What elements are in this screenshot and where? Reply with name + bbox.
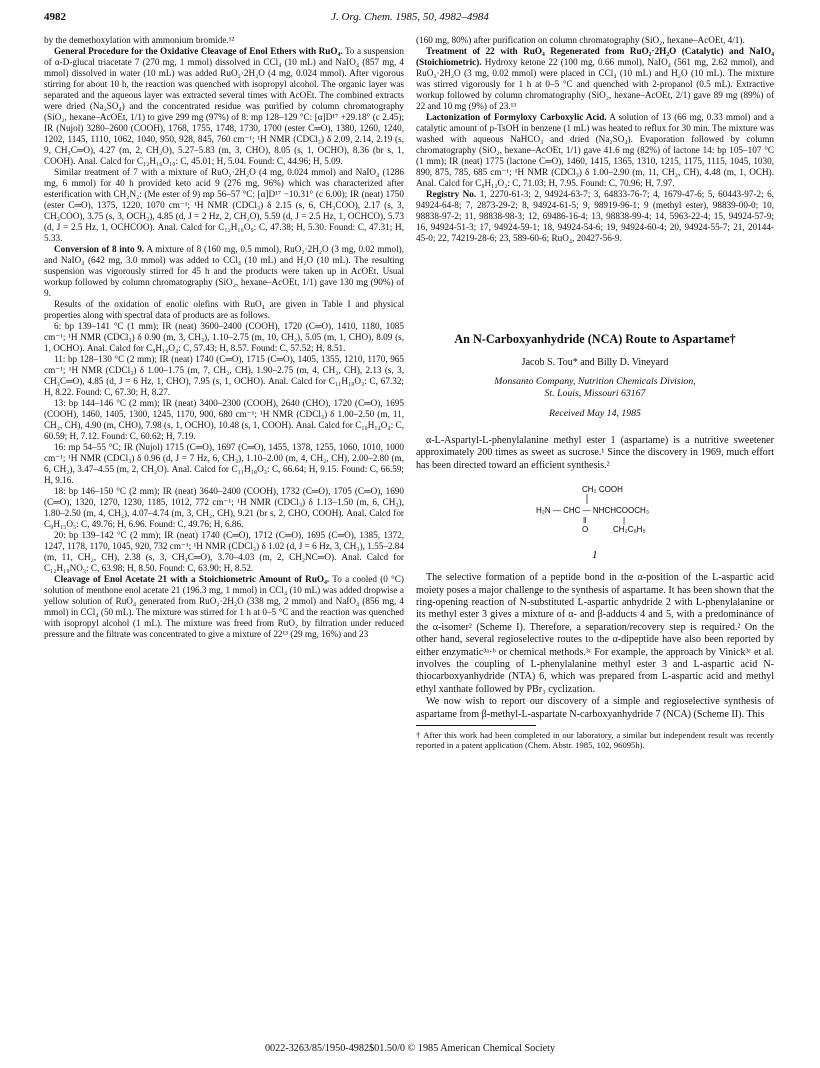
authors: Jacob S. Tou* and Billy D. Vineyard	[521, 357, 669, 368]
paragraph: 6: bp 139–141 °C (1 mm); IR (neat) 3600–2400 (COOH), 1720 (C═O), 1410, 1180, 1085 cm⁻¹; ¹H NMR (CDCl₃) δ 0.90 (m, 3, CH₃), 1.10–2.75 (m, 10, CH₂), 5.05 (m, 1, CHO), 8.09 (s, 1, OCHO). Anal. Calcd for C₉H₁₆O₄: C, 57.43; H, 8.57. Found: C, 57.52; H, 8.51.	[44, 321, 404, 353]
received-date: Received May 14, 1985	[549, 408, 641, 419]
paragraph-body: To a suspension of α-D-glucal triacetate 7 (270 mg, 1 mmol) dissolved in CCl₄ (10 mL) and NaIO₄ (857 mg, 4 mmol) dissolved in water (10 mL) was added RuO₂·2H₂O (4 mg, 0.024 mmol). After vigorous stirring for about 10 h, the reaction was quenched with isopropyl alcohol. The organic layer was separated and the aqueous layer was extracted several times with AcOEt. The combined extracts were dried (Na₂SO₄) and the concentrated residue was purified by column chromatography (SiO₂, hexane–AcOEt, 1/1) to give 299 mg (97%) of 8: mp 128–129 °C: [α]D¹⁷ +29.18° (c 2.45); IR (Nujol) 3280–2600 (COOH), 1768, 1755, 1748, 1730, 1700 (ester C═O), 1380, 1260, 1240, 1202, 1145, 1110, 1062, 1040, 950, 928, 845, 760 cm⁻¹; ¹H NMR (CDCl₃) δ 2.09, 2.14, 2.19 (s, 9, CH₃C═O), 4.27 (m, 2, CH₂O), 5.27–5.83 (m, 3, CHO), 8.05 (s, 1, OCHO), 8.36 (br s, 1, COOH). Anal. Calcd for C₁₂H₁₆O₁₀: C, 45.01; H, 5.04. Found: C, 44.96; H, 5.09.	[44, 46, 404, 166]
section-heading: Conversion of 8 into 9.	[54, 244, 145, 254]
structure-text: O	[582, 525, 589, 535]
copyright-line: 0022-3263/85/1950-4982$01.50/0 © 1985 American Chemical Society	[264, 1043, 556, 1054]
paragraph	[44, 574, 404, 640]
section-heading: General Procedure for the Oxidative Cleavage of Enol Ethers with RuO₄.	[54, 46, 343, 56]
page-number: 4982	[44, 11, 66, 23]
paragraph-body: A solution of 13 (66 mg, 0.33 mmol) and a catalytic amount of p-TsOH in benzene (1 mL) was heated to reflux for 30 min. The mixture was washed with aqueous NaHCO₃ and dried (Na₂SO₄). Evaporation followed by column chromatography (SiO₂, hexane–AcOEt, 1/1) gave 41.6 mg (82%) of lactone 14: bp 105–107 °C (1 mm); IR (neat) 1775 (lactone C═O), 1460, 1415, 1365, 1310, 1215, 1175, 1115, 1045, 1030, 890, 875, 785, 685 cm⁻¹; ¹H NMR (CDCl₃) δ 1.00–2.90 (m, 11, CH₂, CH), 4.48 (m, 1, OCH). Anal. Calcd for C₉H₁₂O₂: C, 71.03; H, 7.95. Found: C, 70.96; H, 7.97.	[416, 112, 774, 188]
paragraph	[44, 244, 404, 299]
affiliation-line: Monsanto Company, Nutrition Chemicals Division,	[494, 376, 696, 387]
paragraph	[416, 189, 774, 244]
paragraph: 20: bp 139–142 °C (2 mm); IR (neat) 1740 (C═O), 1712 (C═O), 1695 (C═O), 1385, 1372, 1247, 1178, 1170, 1045, 920, 732 cm⁻¹; ¹H NMR (CDCl₃) δ 1.02 (d, J = 6 Hz, 3, CH₃), 1.55–2.84 (m, 11, CH₂, CH), 2.38 (s, 3, CH₃C═O), 3.70–4.03 (m, 2, CH₂NC═O). Anal. Calcd for C₁₂H₁₉NO₃: C, 63.98; H, 8.50. Found: C, 63.90; H, 8.52.	[44, 530, 404, 573]
section-heading: Registry No.	[426, 189, 477, 199]
paragraph	[44, 46, 404, 167]
section-heading: Lactonization of Formyloxy Carboxylic Acid.	[426, 112, 607, 122]
paragraph	[416, 46, 774, 112]
compound-label: 1	[592, 549, 598, 562]
chemical-structure	[416, 472, 774, 572]
paragraph: (160 mg, 80%) after purification on column chromatography (SiO₂, hexane–AcOEt, 4/1).	[416, 35, 745, 45]
paragraph-body: A mixture of 8 (160 mg, 0.5 mmol), RuO₂·2H₂O (3 mg, 0.02 mmol), and NaIO₄ (642 mg, 3.0 mmol) was added to CCl₄ (10 mL) and H₂O (10 mL). The resulting suspension was vigorously stirred for 45 h and the products were taken up in AcOEt. Usual workup followed by column chromatography (SiO₂, hexane–AcOEt, 1/1) gave 130 mg (90%) of 9.	[44, 244, 405, 298]
paragraph	[416, 112, 774, 189]
paragraph: 13: bp 144–146 °C (2 mm); IR (neat) 3400–2300 (COOH), 2640 (CHO), 1720 (C═O), 1695 (COOH), 1460, 1405, 1300, 1245, 1170, 900, 680 cm⁻¹; ¹H NMR (CDCl₃) δ 1.00–2.50 (m, 11, CH₂, CH), 4.90 (m, CHO), 7.98 (s, 1, OCHO), 10.48 (s, 1, COOH). Anal. Calcd for C₁₀H₁₄O₄: C, 60.59; H, 7.12. Found: C, 60.62; H, 7.19.	[44, 398, 404, 441]
paragraph: Similar treatment of 7 with a mixture of RuO₂·2H₂O (4 mg, 0.024 mmol) and NaIO₄ (1286 mg, 6 mmol) for 40 h provided keto acid 9 (276 mg, 96%) which was characterized after esterification with CH₂N₂: (Me ester of 9) mp 56–57 °C: [α]D¹⁷ −10.31° (c 6.00); IR (neat) 1750 (ester C═O), 1375, 1220, 1070 cm⁻¹; ¹H NMR (CDCl₃) δ 2.15 (s, 6, CH₃COO), 2.17 (s, 3, CH₃COO), 3.75 (s, 3, OCH₃), 4.85 (d, J = 2 Hz, 2, CH₂O), 5.59 (d, J = 2.5 Hz, 1, OCHCO), 5.73 (d, J = 2.5 Hz, 1, OCHCOO). Anal. Calcd for C₁₂H₁₆O₉: C, 47.38; H, 5.30. Found: C, 47.31; H, 5.33.	[44, 167, 404, 243]
journal-header: J. Org. Chem. 1985, 50, 4982–4984	[331, 11, 489, 23]
paragraph: α-L-Aspartyl-L-phenylalanine methyl ester 1 (aspartame) is a nutritive sweetener approximately 200 times as sweet as sucrose.¹ Since the discovery in 1969, much effort has been directed toward an efficient synthesis.²	[416, 435, 774, 471]
structure-text: CH₂C₆H₅	[613, 525, 646, 535]
paragraph-body: To a cooled (0 °C) solution of menthone enol acetate 21 (196.3 mg, 1 mmol) in CCl₄ (10 mL) was added dropwise a yellow solution of RuO₄ generated from RuO₂·2H₂O (338 mg, 2 mmol) and NaIO₄ (856 mg, 4 mmol) in CCl₄ (50 mL). The mixture was stirred for 1 h at 0–5 °C and the reaction was quenched with isopropyl alcohol (1 mL). The mixture was freed from RuO₂ by filtration under reduced pressure and the filtrate was concentrated to give a mixture of 22¹³ (29 mg, 16%) and 23	[44, 574, 404, 639]
footnote-divider	[416, 725, 536, 726]
paragraph: 16: mp 54–55 °C; IR (Nujol) 1715 (C═O), 1697 (C═O), 1455, 1378, 1255, 1060, 1010, 1000 cm⁻¹; ¹H NMR (CDCl₃) δ 0.96 (d, J = 7 Hz, 6, CH₃), 1.10–2.00 (m, 4, CH₂, CH), 2.00–2.80 (m, 6, CH₂), 3.47–4.55 (m, 2, CH₂O). Anal. Calcd for C₁₁H₁₈O₃: C, 66.64; H, 9.15. Found: C, 66.59; H, 9.16.	[44, 442, 404, 485]
structure-text: ‖	[583, 516, 587, 526]
paragraph: We now wish to report our discovery of a simple and regioselective synthesis of aspartame from β-methyl-L-aspartate N-carboxyanhydride 7 (NCA) (Scheme II). This	[416, 696, 774, 720]
left-column	[44, 35, 404, 640]
right-column	[416, 35, 774, 750]
structure-text: H₂N — CHC — NHCHCOOCH₃	[536, 506, 650, 516]
paragraph-body: 1, 2270-61-3; 2, 94924-63-7; 3, 64833-76-7; 4, 1679-47-6; 5, 60443-97-2; 6, 94924-64-8; 7, 2873-29-2; 8, 94924-61-5; 9, 98919-96-1; 9 (methyl ester), 98839-00-0; 10, 98838-97-2; 11, 98838-98-3; 12, 69486-16-4; 13, 98838-99-4; 14, 5963-22-4; 15, 94924-57-9; 16, 94924-51-3; 17, 94924-59-1; 18, 94924-54-6; 19, 94924-60-4; 20, 94924-55-7; 21, 20144-45-0; 22, 74219-28-6; 23, 589-60-6; RuO₄, 20427-56-9.	[416, 189, 774, 243]
footnote: † After this work had been completed in our laboratory, a similar but independent result was recently reported in a patent application (Chem. Abstr. 1985, 102, 96095h).	[416, 730, 774, 751]
structure-drawing	[416, 472, 774, 572]
article-title: An N-Carboxyanhydride (NCA) Route to Aspartame†	[454, 332, 736, 346]
main-text	[416, 572, 774, 721]
affiliation-line: St. Louis, Missouri 63167	[544, 388, 646, 399]
affiliation	[416, 376, 774, 400]
paragraph: 11: bp 128–130 °C (2 mm); IR (neat) 1740 (C═O), 1715 (C═O), 1405, 1355, 1210, 1170, 965 cm⁻¹; ¹H NMR (CDCl₃) δ 1.00–1.75 (m, 7, CH₂, CH), 1.90–2.75 (m, 4, CH₂, CH), 2.13 (s, 3, CH₃C═O), 4.85 (d, J = 6 Hz, 1, CHO), 7.95 (s, 1, OCHO). Anal. Calcd for C₁₁H₁₈O₃: C, 67.32; H, 8.22. Found: C, 67.30; H, 8.27.	[44, 354, 404, 397]
structure-text: |	[623, 516, 626, 526]
paragraph-body: Hydroxy ketone 22 (100 mg, 0.66 mmol), NaIO₄ (561 mg, 2.62 mmol), and RuO₂·2H₂O (3 mg, 0.02 mmol) were placed in CCl₄ (10 mL) and H₂O (10 mL). The mixture was stirred vigorously for 1 h at 0–5 °C and quenched with 2-propanol (0.5 mL). Extractive workup followed by column chromatography (SiO₂, hexane–AcOEt, 2/1) gave 89 mg (89%) of 22 and 10 mg (9%) of 23.¹³	[416, 57, 774, 111]
paragraph: Results of the oxidation of enolic olefins with RuO₄ are given in Table I and physical properties along with spectral data of products are as follows.	[44, 299, 404, 320]
section-heading: Treatment of 22 with RuO₄ Regenerated from RuO₂·2H₂O (Catalytic) and NaIO₄ (Stoichiometric).	[416, 46, 774, 67]
paragraph: The selective formation of a peptide bond in the α-position of the L-aspartic acid moiety poses a major challenge to the synthesis of aspartame. It has been shown that the ring-opening reaction of N-substituted L-aspartic anhydride 2 with L-phenylalanine or its methyl ester 3 gives a mixture of α- and β-adducts 4 and 5, with a predominance of the α-isomer² (Scheme I). Therefore, a separation/recovery step is required.² On the other hand, several regioselective routes to the α-dipeptide have also been reported by either enzymatic³ᵃ·ᵇ or chemical methods.³ᶜ For example, the approach by Vinick³ᶜ et al. involves the coupling of L-phenylalanine methyl ester 3 and L-aspartic acid N-thiocarboxyanhydride (NTA) 6, which was prepared from L-aspartic acid and methyl ethyl xanthate followed by PBr₃ cyclization.	[416, 572, 774, 695]
structure-text: CH₂ COOH	[582, 485, 623, 495]
introduction	[416, 435, 774, 472]
paragraph: by the demethoxylation with ammonium bromide.¹²	[44, 35, 235, 45]
section-heading: Cleavage of Enol Acetate 21 with a Stoichiometric Amount of RuO₄.	[54, 574, 330, 584]
paragraph: 18: bp 146–150 °C (2 mm); IR (neat) 3640–2400 (COOH), 1732 (C═O), 1705 (C═O), 1690 (C═O), 1320, 1270, 1230, 1185, 1012, 772 cm⁻¹; ¹H NMR (CDCl₃) δ 1.13–1.50 (m, 6, CH₃), 1.80–2.50 (m, 4, CH₂), 4.07–4.74 (m, 3, CH₂, CH), 9.21 (br s, 2, CHO, COOH). Anal. Calcd for C₉H₁₅O₅: C, 49.76; H, 6.96. Found: C, 49.76; H, 6.86.	[44, 486, 404, 529]
